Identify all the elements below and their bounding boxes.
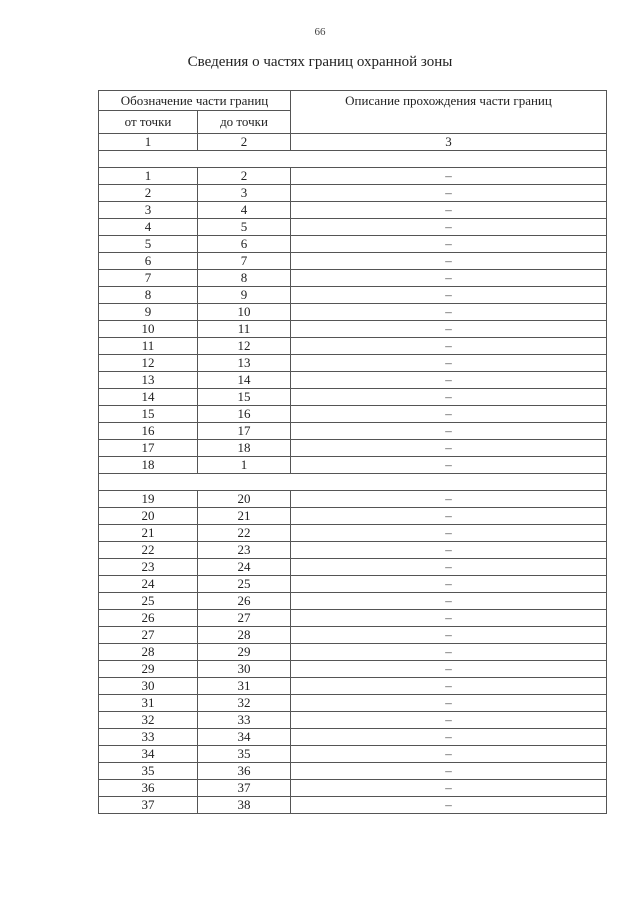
description-cell: – <box>291 576 607 593</box>
description-cell: – <box>291 321 607 338</box>
from-point-cell: 1 <box>99 168 198 185</box>
description-cell: – <box>291 270 607 287</box>
description-cell: – <box>291 661 607 678</box>
from-point-cell: 28 <box>99 644 198 661</box>
to-point-cell: 16 <box>198 406 291 423</box>
from-point-cell: 23 <box>99 559 198 576</box>
table-row <box>99 440 607 457</box>
from-point-cell: 17 <box>99 440 198 457</box>
table-row <box>99 576 607 593</box>
description-cell: – <box>291 644 607 661</box>
from-point-cell: 27 <box>99 627 198 644</box>
to-point-cell: 2 <box>198 168 291 185</box>
table-row <box>99 372 607 389</box>
to-point-cell: 17 <box>198 423 291 440</box>
header-boundary-designation: Обозначение части границ <box>99 91 291 111</box>
from-point-cell: 10 <box>99 321 198 338</box>
to-point-cell: 5 <box>198 219 291 236</box>
from-point-cell: 7 <box>99 270 198 287</box>
table-row <box>99 236 607 253</box>
from-point-cell: 11 <box>99 338 198 355</box>
description-cell: – <box>291 525 607 542</box>
boundary-parts-table <box>98 90 607 814</box>
from-point-cell: 21 <box>99 525 198 542</box>
to-point-cell: 25 <box>198 576 291 593</box>
table-row <box>99 389 607 406</box>
from-point-cell: 16 <box>99 423 198 440</box>
description-cell: – <box>291 593 607 610</box>
from-point-cell: 30 <box>99 678 198 695</box>
table-row <box>99 338 607 355</box>
to-point-cell: 21 <box>198 508 291 525</box>
description-cell: – <box>291 457 607 474</box>
description-cell: – <box>291 678 607 695</box>
to-point-cell: 12 <box>198 338 291 355</box>
to-point-cell: 33 <box>198 712 291 729</box>
description-cell: – <box>291 202 607 219</box>
description-cell: – <box>291 440 607 457</box>
description-cell: – <box>291 423 607 440</box>
table-row <box>99 355 607 372</box>
from-point-cell: 14 <box>99 389 198 406</box>
from-point-cell: 8 <box>99 287 198 304</box>
to-point-cell: 22 <box>198 525 291 542</box>
description-cell: – <box>291 559 607 576</box>
from-point-cell: 2 <box>99 185 198 202</box>
to-point-cell: 32 <box>198 695 291 712</box>
from-point-cell: 25 <box>99 593 198 610</box>
column-number: 2 <box>198 134 291 151</box>
description-cell: – <box>291 627 607 644</box>
description-cell: – <box>291 712 607 729</box>
description-cell: – <box>291 372 607 389</box>
description-cell: – <box>291 406 607 423</box>
description-cell: – <box>291 491 607 508</box>
description-cell: – <box>291 780 607 797</box>
to-point-cell: 37 <box>198 780 291 797</box>
table-row <box>99 712 607 729</box>
from-point-cell: 9 <box>99 304 198 321</box>
to-point-cell: 29 <box>198 644 291 661</box>
table-row <box>99 627 607 644</box>
table-row <box>99 423 607 440</box>
description-cell: – <box>291 355 607 372</box>
from-point-cell: 34 <box>99 746 198 763</box>
to-point-cell: 30 <box>198 661 291 678</box>
from-point-cell: 32 <box>99 712 198 729</box>
to-point-cell: 23 <box>198 542 291 559</box>
from-point-cell: 6 <box>99 253 198 270</box>
from-point-cell: 12 <box>99 355 198 372</box>
description-cell: – <box>291 253 607 270</box>
section-separator <box>99 474 607 491</box>
to-point-cell: 20 <box>198 491 291 508</box>
description-cell: – <box>291 219 607 236</box>
to-point-cell: 10 <box>198 304 291 321</box>
table-row <box>99 746 607 763</box>
from-point-cell: 22 <box>99 542 198 559</box>
table-row <box>99 763 607 780</box>
table-body <box>99 151 607 814</box>
from-point-cell: 5 <box>99 236 198 253</box>
table-row <box>99 287 607 304</box>
description-cell: – <box>291 695 607 712</box>
to-point-cell: 28 <box>198 627 291 644</box>
table-row <box>99 406 607 423</box>
description-cell: – <box>291 185 607 202</box>
description-cell: – <box>291 542 607 559</box>
to-point-cell: 6 <box>198 236 291 253</box>
from-point-cell: 37 <box>99 797 198 814</box>
description-cell: – <box>291 797 607 814</box>
column-number: 1 <box>99 134 198 151</box>
to-point-cell: 35 <box>198 746 291 763</box>
description-cell: – <box>291 236 607 253</box>
to-point-cell: 4 <box>198 202 291 219</box>
to-point-cell: 38 <box>198 797 291 814</box>
table-row <box>99 508 607 525</box>
header-from-point: от точки <box>99 111 198 134</box>
table-row <box>99 270 607 287</box>
from-point-cell: 33 <box>99 729 198 746</box>
table-row <box>99 321 607 338</box>
to-point-cell: 34 <box>198 729 291 746</box>
table-row <box>99 610 607 627</box>
section-separator <box>99 151 607 168</box>
to-point-cell: 9 <box>198 287 291 304</box>
to-point-cell: 26 <box>198 593 291 610</box>
table-row <box>99 525 607 542</box>
page-number: 66 <box>314 26 326 38</box>
description-cell: – <box>291 729 607 746</box>
table-row <box>99 219 607 236</box>
header-to-point: до точки <box>198 111 291 134</box>
to-point-cell: 8 <box>198 270 291 287</box>
table-row <box>99 202 607 219</box>
table-row <box>99 542 607 559</box>
from-point-cell: 31 <box>99 695 198 712</box>
table-row <box>99 797 607 814</box>
from-point-cell: 35 <box>99 763 198 780</box>
table-row <box>99 457 607 474</box>
to-point-cell: 18 <box>198 440 291 457</box>
from-point-cell: 13 <box>99 372 198 389</box>
to-point-cell: 36 <box>198 763 291 780</box>
description-cell: – <box>291 304 607 321</box>
header-description: Описание прохождения части границ <box>291 91 607 134</box>
description-cell: – <box>291 610 607 627</box>
description-cell: – <box>291 508 607 525</box>
description-cell: – <box>291 168 607 185</box>
to-point-cell: 15 <box>198 389 291 406</box>
table-row <box>99 185 607 202</box>
column-number: 3 <box>291 134 607 151</box>
document-title: Сведения о частях границ охранной зоны <box>187 54 453 70</box>
to-point-cell: 14 <box>198 372 291 389</box>
table-row <box>99 253 607 270</box>
description-cell: – <box>291 746 607 763</box>
from-point-cell: 24 <box>99 576 198 593</box>
to-point-cell: 31 <box>198 678 291 695</box>
table-row <box>99 644 607 661</box>
to-point-cell: 11 <box>198 321 291 338</box>
to-point-cell: 27 <box>198 610 291 627</box>
from-point-cell: 36 <box>99 780 198 797</box>
table-row <box>99 729 607 746</box>
table-row <box>99 678 607 695</box>
description-cell: – <box>291 389 607 406</box>
table-row <box>99 695 607 712</box>
from-point-cell: 18 <box>99 457 198 474</box>
from-point-cell: 26 <box>99 610 198 627</box>
table-row <box>99 559 607 576</box>
from-point-cell: 3 <box>99 202 198 219</box>
description-cell: – <box>291 763 607 780</box>
from-point-cell: 20 <box>99 508 198 525</box>
to-point-cell: 3 <box>198 185 291 202</box>
from-point-cell: 19 <box>99 491 198 508</box>
table-row <box>99 661 607 678</box>
from-point-cell: 4 <box>99 219 198 236</box>
description-cell: – <box>291 287 607 304</box>
from-point-cell: 15 <box>99 406 198 423</box>
to-point-cell: 7 <box>198 253 291 270</box>
to-point-cell: 24 <box>198 559 291 576</box>
table-row <box>99 780 607 797</box>
description-cell: – <box>291 338 607 355</box>
to-point-cell: 1 <box>198 457 291 474</box>
table-row <box>99 491 607 508</box>
table-row <box>99 304 607 321</box>
table-row <box>99 593 607 610</box>
to-point-cell: 13 <box>198 355 291 372</box>
from-point-cell: 29 <box>99 661 198 678</box>
table-row <box>99 168 607 185</box>
